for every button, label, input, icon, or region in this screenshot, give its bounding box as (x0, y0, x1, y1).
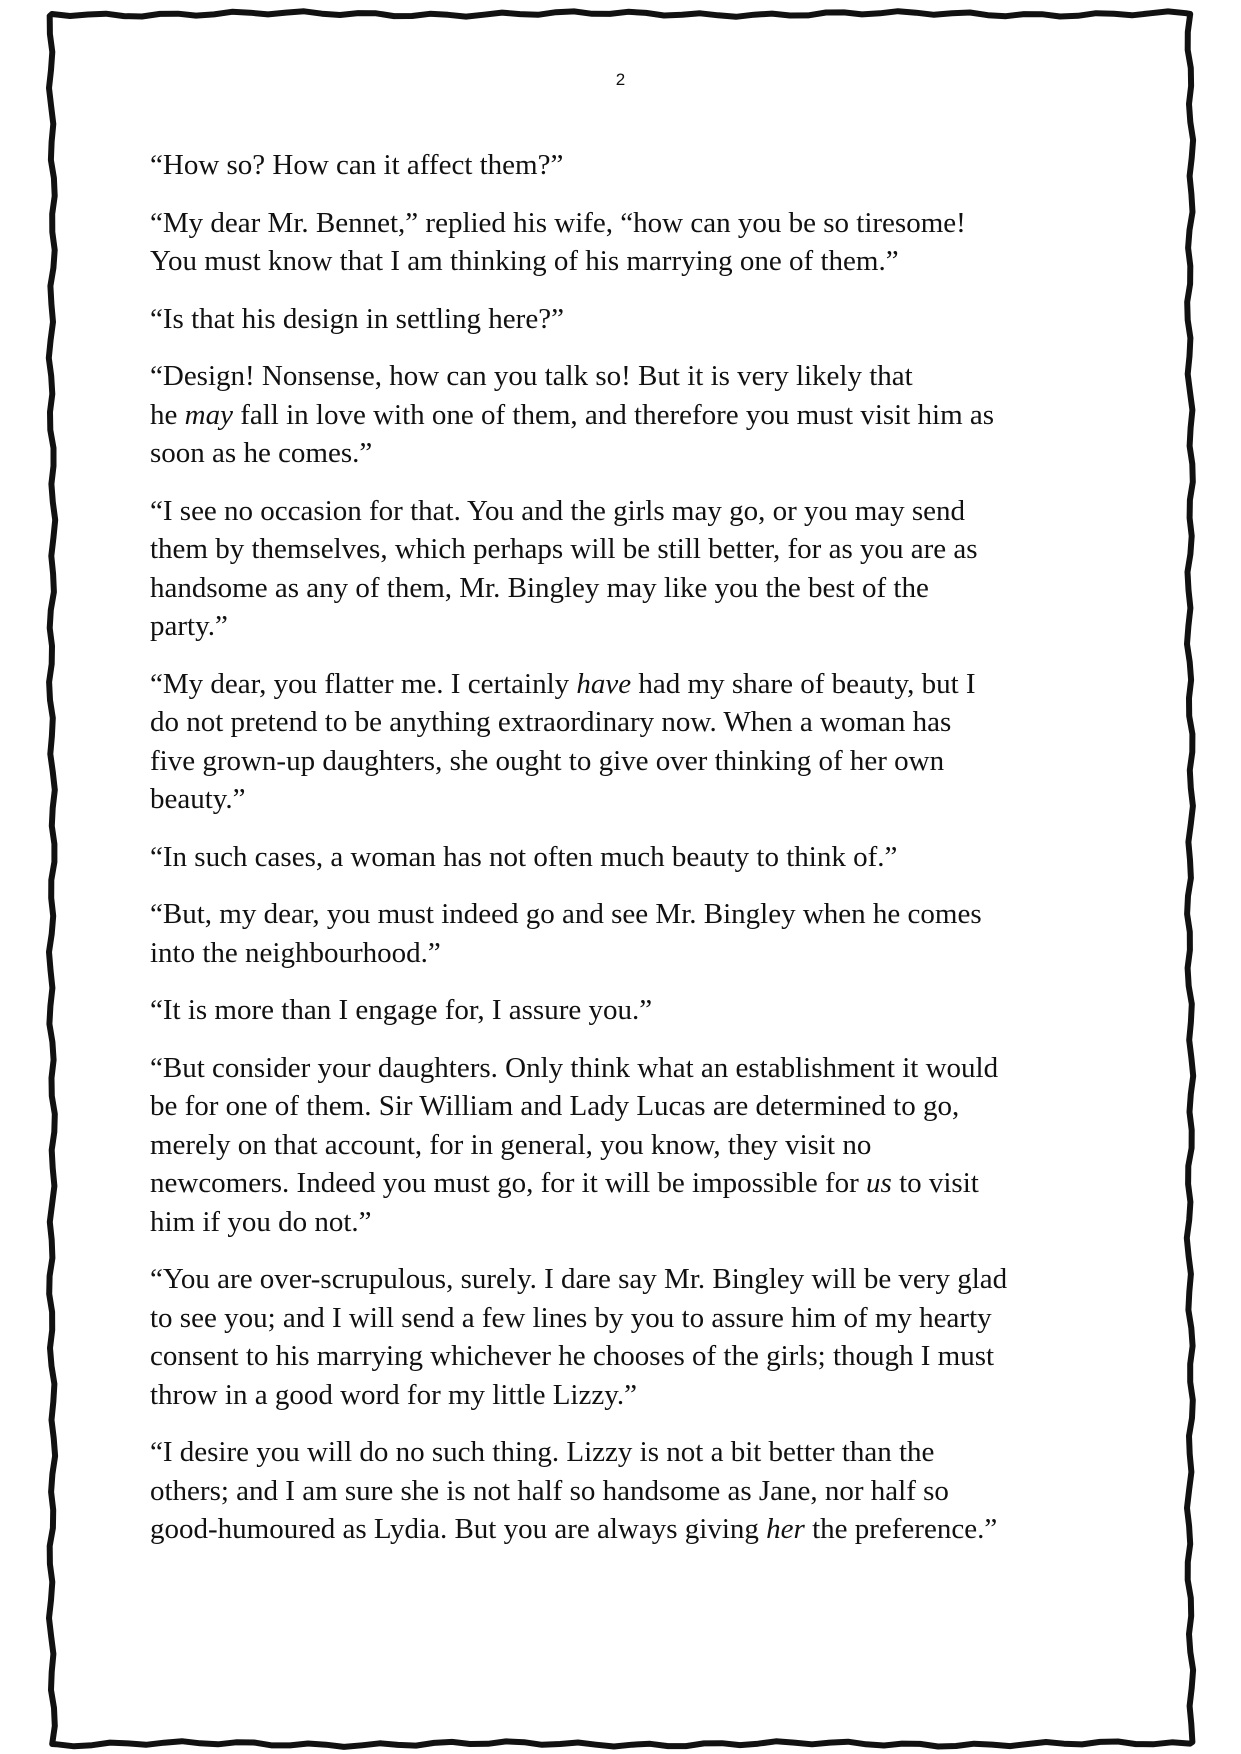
text-line (150, 300, 1100, 339)
text-run: “In such cases, a woman has not often much beauty to think of.” (150, 840, 898, 873)
text-line (150, 895, 1100, 934)
text-line (150, 242, 1100, 281)
italic-text: have (576, 667, 632, 700)
text-run: “Is that his design in settling here?” (150, 302, 564, 335)
text-run: party.” (150, 610, 228, 642)
text-line (150, 1203, 1100, 1242)
paragraph (150, 991, 1100, 1030)
text-run: “My dear, you flatter me. I certainly (150, 667, 577, 700)
text-run: do not pretend to be anything extraordinary now. When a woman has (150, 706, 952, 738)
text-run: You must know that I am thinking of his marrying one of them.” (150, 245, 899, 277)
text-run: be for one of them. Sir William and Lady Lucas are determined to go, (150, 1090, 960, 1122)
paragraph (150, 838, 1100, 877)
text-run: “Design! Nonsense, how can you talk so! But it is very likely that (150, 360, 913, 392)
text-line (150, 530, 1100, 569)
text-run: newcomers. Indeed you must go, for it will be impossible for (150, 1167, 867, 1199)
text-run: into the neighbourhood.” (150, 936, 441, 969)
text-line (150, 703, 1100, 742)
text-run: consent to his marrying whichever he chooses of the girls; though I must (150, 1340, 995, 1372)
paragraph (150, 895, 1100, 972)
page-number: 2 (615, 70, 626, 89)
text-run: to visit (891, 1167, 979, 1199)
text-run: “My dear Mr. Bennet,” replied his wife, “how can you be so tiresome! (150, 206, 966, 239)
text-run: soon as he comes.” (150, 437, 373, 469)
text-run: had my share of beauty, but I (631, 667, 976, 700)
paragraph (150, 492, 1100, 646)
paragraph (150, 146, 1100, 185)
italic-text: us (866, 1167, 892, 1199)
text-run: fall in love with one of them, and therefore you must visit him as (232, 398, 995, 431)
paragraph (150, 300, 1100, 339)
text-run: them by themselves, which perhaps will be still better, for as you are as (150, 533, 978, 565)
text-run: good-humoured as Lydia. But you are always giving (150, 1513, 767, 1545)
text-line (150, 665, 1100, 704)
text-line (150, 569, 1100, 608)
text-run: five grown-up daughters, she ought to give over thinking of her own (150, 744, 945, 777)
text-line (150, 204, 1100, 243)
paragraph (150, 204, 1100, 281)
text-run: to see you; and I will send a few lines by you to assure him of my hearty (150, 1301, 992, 1334)
text-line (150, 742, 1100, 781)
text-line (150, 357, 1100, 396)
text-line (150, 780, 1100, 819)
text-line (150, 991, 1100, 1030)
text-line (150, 1472, 1100, 1511)
text-run: the preference.” (804, 1513, 998, 1545)
text-run: “I desire you will do no such thing. Lizzy is not a bit better than the (150, 1436, 935, 1468)
text-line (150, 1164, 1100, 1203)
document-body (150, 146, 1100, 1549)
text-line (150, 934, 1100, 973)
text-line (150, 1510, 1100, 1549)
text-run: “But consider your daughters. Only think what an establishment it would (150, 1051, 999, 1084)
text-run: “How so? How can it affect them?” (150, 149, 564, 181)
italic-text: her (766, 1513, 805, 1545)
text-line (150, 1126, 1100, 1165)
text-line (150, 1376, 1100, 1415)
text-run: beauty.” (150, 783, 246, 815)
text-line (150, 396, 1100, 435)
text-run: “You are over-scrupulous, surely. I dare say Mr. Bingley will be very glad (150, 1263, 1008, 1295)
text-line (150, 1433, 1100, 1472)
text-line (150, 1299, 1100, 1338)
paragraph (150, 665, 1100, 819)
paragraph (150, 1049, 1100, 1242)
text-line (150, 1049, 1100, 1088)
text-line (150, 1087, 1100, 1126)
text-run: he (150, 398, 185, 431)
text-run: throw in a good word for my little Lizzy.” (150, 1378, 637, 1411)
italic-text: may (184, 398, 233, 431)
text-line (150, 146, 1100, 185)
text-run: him if you do not.” (150, 1205, 372, 1238)
text-line (150, 434, 1100, 473)
paragraph (150, 1260, 1100, 1414)
text-run: others; and I am sure she is not half so handsome as Jane, nor half so (150, 1474, 949, 1507)
text-run: handsome as any of them, Mr. Bingley may like you the best of the (150, 571, 929, 604)
text-run: merely on that account, for in general, you know, they visit no (150, 1128, 872, 1161)
text-line (150, 1337, 1100, 1376)
text-line (150, 838, 1100, 877)
text-run: “But, my dear, you must indeed go and see Mr. Bingley when he comes (150, 898, 982, 930)
text-line (150, 1260, 1100, 1299)
text-run: “It is more than I engage for, I assure you.” (150, 994, 653, 1026)
text-line (150, 492, 1100, 531)
text-run: “I see no occasion for that. You and the girls may go, or you may send (150, 494, 966, 527)
text-line (150, 607, 1100, 646)
paragraph (150, 1433, 1100, 1549)
paragraph (150, 357, 1100, 473)
